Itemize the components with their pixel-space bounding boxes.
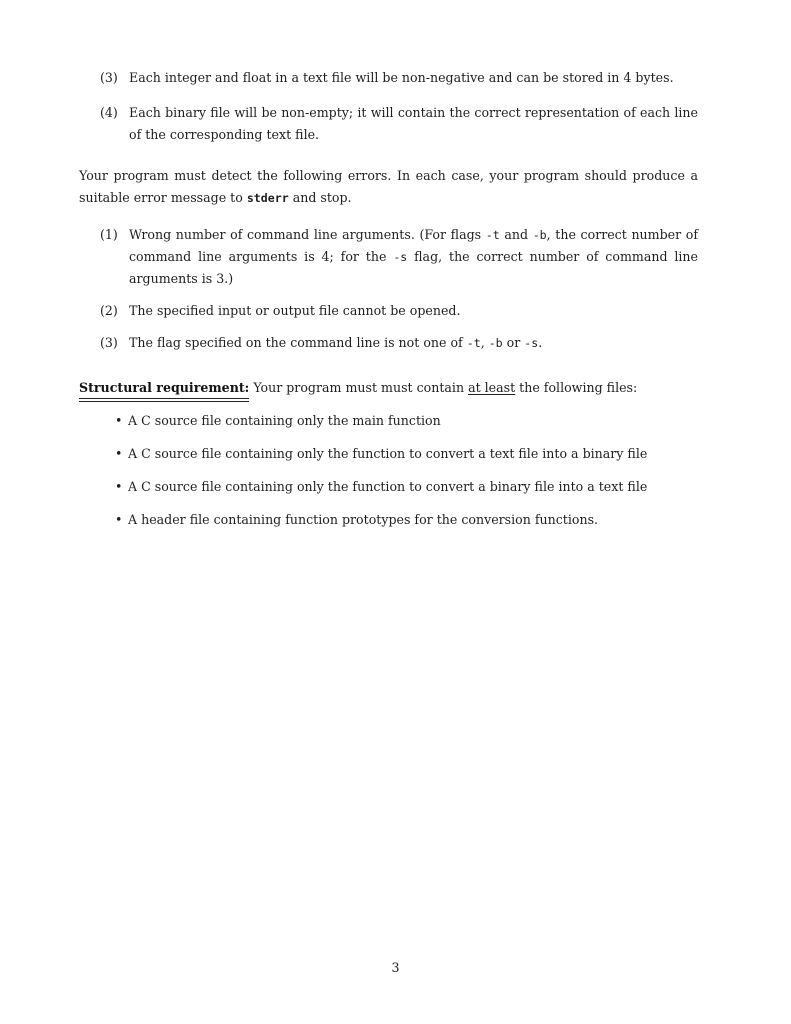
error-text: The specified input or output file cannot be opened. — [129, 303, 461, 318]
bullet-icon: • — [115, 512, 123, 527]
list-item-text: A header file containing function prototypes for the conversion functions. — [128, 512, 599, 527]
assumption-number: (4) — [100, 105, 118, 120]
flag-b-code: -b — [532, 228, 547, 242]
bullet-icon: • — [115, 479, 123, 494]
error-text-part: flag, the correct number of command line arguments is 3.) — [129, 249, 698, 286]
flag-s-code: -s — [393, 250, 408, 264]
list-item-text: A C source file containing only the main function — [128, 413, 441, 428]
flag-t-code: -t — [466, 336, 481, 350]
flag-s-code: -s — [524, 336, 539, 350]
list-item-text: A C source file containing only the function to convert a binary file into a text file — [128, 479, 648, 494]
structural-text-end: the following files: — [515, 380, 638, 395]
bullet-icon: • — [115, 413, 123, 428]
error-text-part: and — [499, 227, 533, 242]
page-number: 3 — [391, 960, 400, 975]
structural-requirement-paragraph — [79, 377, 698, 399]
error-text-part: , the correct number of command line arguments is 4; for the — [129, 227, 699, 264]
flag-t-code: -t — [485, 228, 500, 242]
assumption-text: Each binary file will be non-empty; it will contain the correct representation of each line of the corresponding text file. — [129, 105, 698, 142]
stderr-code: stderr — [246, 191, 289, 205]
error-text — [129, 332, 698, 354]
structural-requirement-heading: Structural requirement: — [79, 377, 249, 399]
bullet-icon: • — [115, 446, 123, 461]
list-item-text: A C source file containing only the function to convert a text file into a binary file — [128, 446, 648, 461]
error-text-part: Wrong number of command line arguments. (For flags — [129, 227, 486, 242]
error-number: (2) — [100, 303, 118, 318]
assumption-text: Each integer and float in a text file will be non-negative and can be stored in 4 bytes. — [129, 70, 674, 85]
error-text-part: The flag specified on the command line is not one of — [129, 335, 467, 350]
assumption-number: (3) — [100, 70, 118, 85]
error-text-part: , — [480, 335, 489, 350]
error-text — [129, 224, 698, 290]
error-number: (1) — [100, 227, 118, 242]
errors-intro-text-end: and stop. — [288, 190, 352, 205]
errors-intro-text: Your program must detect the following errors. In each case, your program should produce a suitable error message to — [79, 168, 698, 205]
errors-intro-paragraph — [79, 165, 698, 209]
structural-text: Your program must must contain — [249, 380, 469, 395]
flag-b-code: -b — [488, 336, 503, 350]
at-least-emphasis: at least — [468, 380, 516, 395]
error-text-part: or — [502, 335, 525, 350]
error-number: (3) — [100, 335, 118, 350]
error-text-part: . — [538, 335, 543, 350]
